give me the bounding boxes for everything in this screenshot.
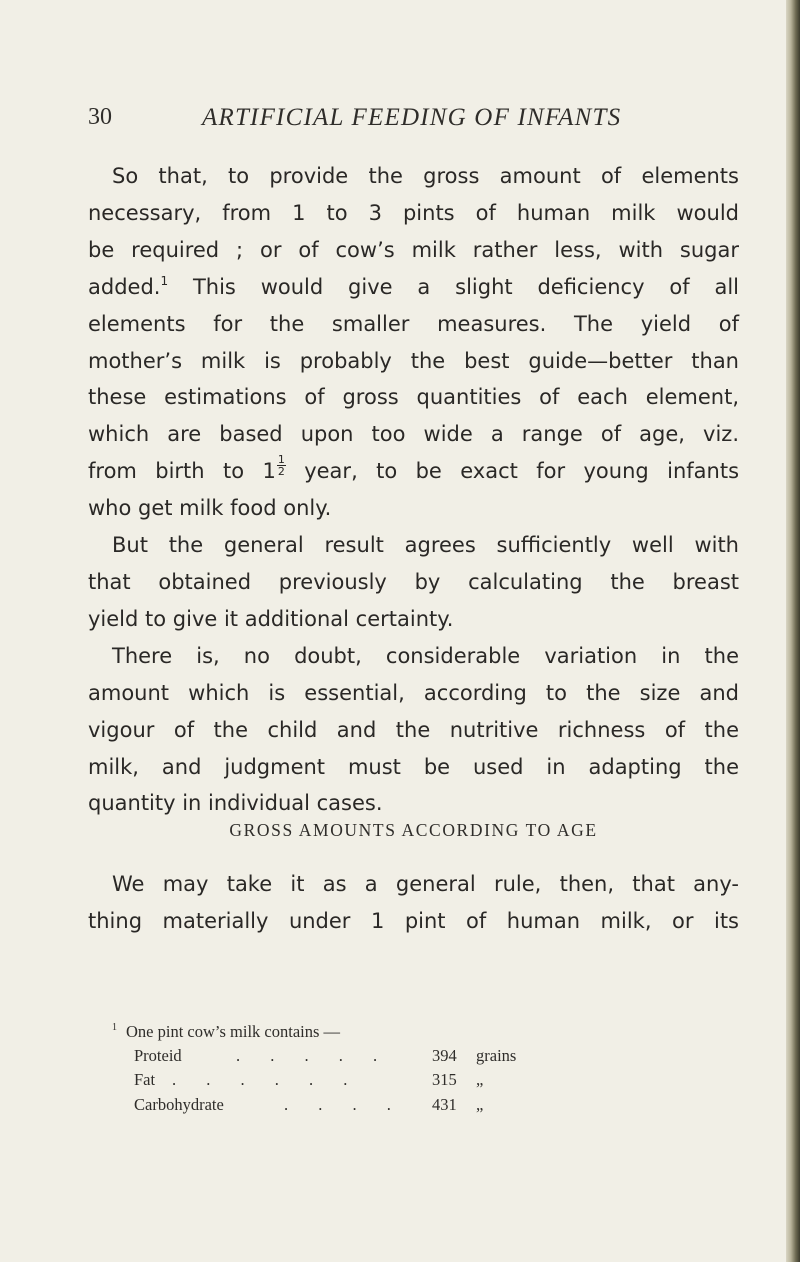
text-line: We may take it as a general rule, then, that any- bbox=[112, 872, 739, 896]
body-text bbox=[88, 158, 739, 822]
text-line: But the general result agrees sufficiently well with bbox=[112, 533, 739, 558]
footnote bbox=[112, 1016, 652, 1117]
leader-dots: . . . . bbox=[284, 1094, 404, 1114]
text-fragment: This would give a slight deficiency of all bbox=[168, 274, 739, 299]
fraction bbox=[277, 454, 286, 477]
nutrient-label: Fat bbox=[134, 1070, 156, 1090]
text-line: these estimations of gross quantities of each element, bbox=[88, 385, 739, 410]
text-line: mother’s milk is probably the best guide—better than bbox=[88, 348, 739, 373]
text-line: necessary, from 1 to 3 pints of human milk would bbox=[88, 200, 739, 225]
text-fragment: from birth to 1 bbox=[88, 459, 276, 484]
nutrient-value: 315 bbox=[432, 1070, 457, 1090]
page-number: 30 bbox=[88, 104, 112, 130]
text-line: who get milk food only. bbox=[88, 496, 332, 521]
nutrient-value: 431 bbox=[432, 1094, 457, 1114]
text-line: There is, no doubt, considerable variation in the bbox=[112, 643, 739, 668]
footnote-row bbox=[112, 1068, 652, 1092]
footnote-marker: 1 bbox=[112, 1022, 117, 1033]
text-line: which are based upon too wide a range of age, viz. bbox=[88, 422, 739, 447]
text-line: vigour of the child and the nutritive richness of the bbox=[88, 717, 739, 742]
text-line bbox=[88, 269, 739, 306]
nutrient-unit: „ bbox=[476, 1070, 484, 1090]
text-line: be required ; or of cow’s milk rather less, with sugar bbox=[88, 237, 739, 262]
nutrient-value: 394 bbox=[432, 1046, 457, 1066]
footnote-reference: 1 bbox=[160, 273, 169, 288]
section-heading: GROSS AMOUNTS ACCORDING TO AGE bbox=[229, 820, 598, 840]
body-text-continued bbox=[88, 866, 739, 940]
footnote-intro bbox=[112, 1016, 652, 1044]
page-edge-shadow bbox=[786, 0, 800, 1262]
leader-dots: . . . . . . bbox=[172, 1070, 361, 1090]
text-line: thing materially under 1 pint of human milk, or its bbox=[88, 908, 739, 933]
text-line: that obtained previously by calculating the breast bbox=[88, 569, 739, 594]
text-line: yield to give it additional certainty. bbox=[88, 606, 454, 631]
footnote-intro-text: One pint cow’s milk contains — bbox=[126, 1022, 341, 1041]
fraction-denominator: 2 bbox=[277, 465, 285, 479]
text-line: elements for the smaller measures. The yield of bbox=[88, 311, 739, 336]
footnote-row bbox=[112, 1093, 652, 1117]
nutrient-label: Carbohydrate bbox=[134, 1094, 224, 1114]
text-line bbox=[88, 453, 739, 490]
text-line: milk, and judgment must be used in adapting the bbox=[88, 754, 739, 779]
nutrient-label: Proteid bbox=[134, 1046, 182, 1066]
text-line: amount which is essential, according to the size and bbox=[88, 680, 739, 705]
nutrient-unit: grains bbox=[476, 1046, 517, 1066]
text-line: quantity in individual cases. bbox=[88, 791, 383, 816]
text-line: So that, to provide the gross amount of elements bbox=[112, 164, 739, 188]
text-fragment: year, to be exact for young infants bbox=[285, 459, 740, 484]
footnote-row bbox=[112, 1044, 652, 1068]
page-header bbox=[88, 104, 732, 144]
nutrient-unit: „ bbox=[476, 1094, 484, 1114]
text-fragment: added. bbox=[88, 274, 161, 299]
fraction-numerator: 1 bbox=[277, 453, 285, 467]
leader-dots: . . . . . bbox=[236, 1046, 391, 1066]
running-title: ARTIFICIAL FEEDING OF INFANTS bbox=[202, 104, 622, 131]
